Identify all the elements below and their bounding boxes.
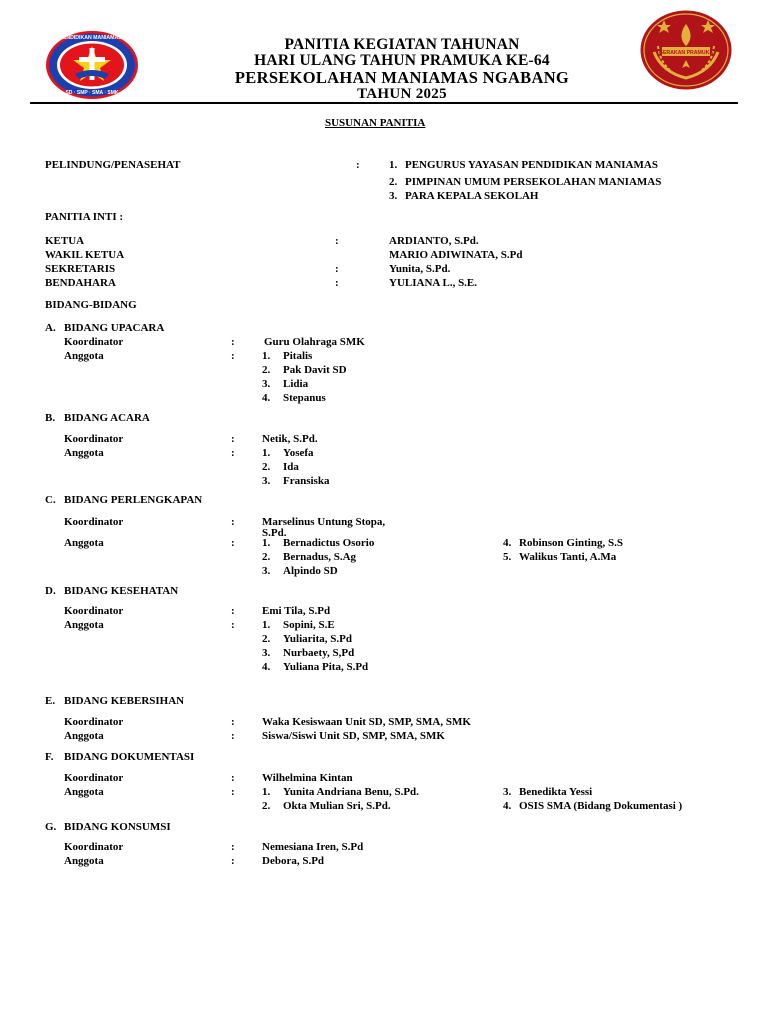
section-letter: C. bbox=[45, 494, 56, 506]
inti-name: MARIO ADIWINATA, S.Pd bbox=[389, 249, 523, 261]
koordinator-label: Koordinator bbox=[64, 841, 124, 853]
anggota-name: Yosefa bbox=[283, 447, 314, 459]
anggota-num: 2. bbox=[262, 461, 271, 473]
anggota-name: Bernadictus Osorio bbox=[283, 537, 375, 549]
anggota-name: Pitalis bbox=[283, 350, 313, 362]
anggota-label: Anggota bbox=[64, 537, 104, 549]
section-letter: B. bbox=[45, 412, 56, 424]
colon: : bbox=[231, 605, 235, 617]
anggota-num: 3. bbox=[262, 565, 271, 577]
anggota-num: 4. bbox=[262, 392, 271, 404]
header-line-1: PANITIA KEGIATAN TAHUNAN bbox=[284, 36, 520, 53]
anggota-name: Bernadus, S.Ag bbox=[283, 551, 357, 563]
colon: : bbox=[231, 730, 235, 742]
colon: : bbox=[231, 433, 235, 445]
anggota-label: Anggota bbox=[64, 447, 104, 459]
anggota-num: 5. bbox=[503, 551, 512, 563]
colon: : bbox=[231, 350, 235, 362]
section-title: BIDANG PERLENGKAPAN bbox=[64, 494, 203, 506]
header-divider bbox=[30, 102, 738, 104]
koordinator-name: Guru Olahraga SMK bbox=[264, 336, 365, 348]
anggota-name: Stepanus bbox=[283, 392, 326, 404]
anggota-num: 2. bbox=[262, 364, 271, 376]
section-letter: D. bbox=[45, 585, 56, 597]
anggota-num: 1. bbox=[262, 537, 271, 549]
anggota-name: Yuliana Pita, S.Pd bbox=[283, 661, 369, 673]
anggota-name: Siswa/Siswi Unit SD, SMP, SMA, SMK bbox=[262, 730, 445, 742]
inti-colon: : bbox=[335, 263, 339, 275]
colon: : bbox=[231, 855, 235, 867]
colon: : bbox=[231, 716, 235, 728]
anggota-name: OSIS SMA (Bidang Dokumentasi ) bbox=[519, 800, 683, 812]
koordinator-name: Wilhelmina Kintan bbox=[262, 772, 353, 784]
colon: : bbox=[231, 447, 235, 459]
anggota-name: Walikus Tanti, A.Ma bbox=[519, 551, 617, 563]
inti-colon: : bbox=[335, 277, 339, 289]
anggota-num: 2. bbox=[262, 551, 271, 563]
anggota-num: 4. bbox=[503, 537, 512, 549]
koordinator-name: Waka Kesiswaan Unit SD, SMP, SMA, SMK bbox=[262, 716, 471, 728]
inti-role: WAKIL KETUA bbox=[45, 249, 125, 261]
inti-name: YULIANA L., S.E. bbox=[389, 277, 478, 289]
pelindung-item: PENGURUS YAYASAN PENDIDIKAN MANIAMAS bbox=[405, 159, 658, 171]
logo-bottom-text: SD · SMP · SMA · SMK bbox=[65, 90, 119, 96]
anggota-label: Anggota bbox=[64, 730, 104, 742]
pelindung-item-num: 3. bbox=[389, 190, 398, 202]
section-letter: F. bbox=[45, 751, 54, 763]
inti-name: Yunita, S.Pd. bbox=[389, 263, 451, 275]
koordinator-name: Emi Tila, S.Pd bbox=[262, 605, 331, 617]
section-letter: A. bbox=[45, 322, 56, 334]
anggota-num: 3. bbox=[262, 378, 271, 390]
anggota-name: Benedikta Yessi bbox=[519, 786, 593, 798]
anggota-num: 3. bbox=[262, 475, 271, 487]
koordinator-label: Koordinator bbox=[64, 433, 124, 445]
anggota-num: 4. bbox=[262, 661, 271, 673]
anggota-name: Alpindo SD bbox=[283, 565, 338, 577]
section-title: BIDANG KESEHATAN bbox=[64, 585, 179, 597]
colon: : bbox=[231, 841, 235, 853]
koordinator-label: Koordinator bbox=[64, 605, 124, 617]
colon: : bbox=[231, 336, 235, 348]
section-letter: G. bbox=[45, 821, 57, 833]
section-title: BIDANG DOKUMENTASI bbox=[64, 751, 195, 763]
colon: : bbox=[231, 619, 235, 631]
pelindung-item: PIMPINAN UMUM PERSEKOLAHAN MANIAMAS bbox=[405, 176, 662, 188]
logo-ring-text: YAYASAN PENDIDIKAN MANIAMAS NGABANG bbox=[34, 35, 150, 41]
yayasan-maniamas-logo bbox=[34, 30, 150, 100]
anggota-name: Ida bbox=[283, 461, 299, 473]
anggota-num: 2. bbox=[262, 633, 271, 645]
inti-role: SEKRETARIS bbox=[45, 263, 116, 275]
section-title: BIDANG KONSUMSI bbox=[64, 821, 171, 833]
anggota-name: Sopini, S.E bbox=[283, 619, 335, 631]
anggota-num: 1. bbox=[262, 447, 271, 459]
pelindung-item-num: 2. bbox=[389, 176, 398, 188]
document-title: SUSUNAN PANITIA bbox=[325, 117, 426, 129]
anggota-num: 1. bbox=[262, 619, 271, 631]
section-title: BIDANG KEBERSIHAN bbox=[64, 695, 185, 707]
koordinator-name: Netik, S.Pd. bbox=[262, 433, 318, 445]
anggota-label: Anggota bbox=[64, 350, 104, 362]
pelindung-colon: : bbox=[356, 159, 360, 171]
section-title: BIDANG UPACARA bbox=[64, 322, 165, 334]
pelindung-label: PELINDUNG/PENASEHAT bbox=[45, 159, 181, 171]
bidang-bidang-label: BIDANG-BIDANG bbox=[45, 299, 137, 311]
anggota-name: Yuliarita, S.Pd bbox=[283, 633, 352, 645]
inti-name: ARDIANTO, S.Pd. bbox=[389, 235, 479, 247]
koordinator-name-cont: S.Pd. bbox=[262, 527, 287, 539]
anggota-name: Fransiska bbox=[283, 475, 330, 487]
anggota-name: Pak Davit SD bbox=[283, 364, 347, 376]
anggota-num: 1. bbox=[262, 786, 271, 798]
colon: : bbox=[231, 516, 235, 528]
anggota-name: Yunita Andriana Benu, S.Pd. bbox=[283, 786, 419, 798]
colon: : bbox=[231, 537, 235, 549]
anggota-name: Nurbaety, S,Pd bbox=[283, 647, 355, 659]
anggota-num: 4. bbox=[503, 800, 512, 812]
header-line-3: PERSEKOLAHAN MANIAMAS NGABANG bbox=[234, 68, 570, 87]
koordinator-label: Koordinator bbox=[64, 716, 124, 728]
anggota-name: Debora, S.Pd bbox=[262, 855, 325, 867]
anggota-label: Anggota bbox=[64, 855, 104, 867]
koordinator-label: Koordinator bbox=[64, 772, 124, 784]
koordinator-name: Nemesiana Iren, S.Pd bbox=[262, 841, 364, 853]
anggota-num: 1. bbox=[262, 350, 271, 362]
koordinator-label: Koordinator bbox=[64, 336, 124, 348]
anggota-num: 3. bbox=[262, 647, 271, 659]
pramuka-logo-text: GERAKAN PRAMUKA bbox=[658, 50, 714, 56]
anggota-name: Robinson Ginting, S.S bbox=[519, 537, 623, 549]
colon: : bbox=[231, 772, 235, 784]
header-line-4: TAHUN 2025 bbox=[357, 86, 447, 102]
anggota-num: 3. bbox=[503, 786, 512, 798]
koordinator-label: Koordinator bbox=[64, 516, 124, 528]
anggota-name: Okta Mulian Sri, S.Pd. bbox=[283, 800, 391, 812]
inti-colon: : bbox=[335, 235, 339, 247]
panitia-inti-label: PANITIA INTI : bbox=[45, 211, 124, 223]
header-line-2: HARI ULANG TAHUN PRAMUKA KE-64 bbox=[254, 52, 550, 69]
anggota-num: 2. bbox=[262, 800, 271, 812]
inti-role: BENDAHARA bbox=[45, 277, 116, 289]
section-title: BIDANG ACARA bbox=[64, 412, 150, 424]
colon: : bbox=[231, 786, 235, 798]
anggota-label: Anggota bbox=[64, 786, 104, 798]
anggota-label: Anggota bbox=[64, 619, 104, 631]
inti-role: KETUA bbox=[45, 235, 85, 247]
section-letter: E. bbox=[45, 695, 56, 707]
anggota-name: Lidia bbox=[283, 378, 309, 390]
pelindung-item: PARA KEPALA SEKOLAH bbox=[405, 190, 539, 202]
pelindung-item-num: 1. bbox=[389, 159, 398, 171]
koordinator-name: Marselinus Untung Stopa, bbox=[262, 516, 386, 528]
